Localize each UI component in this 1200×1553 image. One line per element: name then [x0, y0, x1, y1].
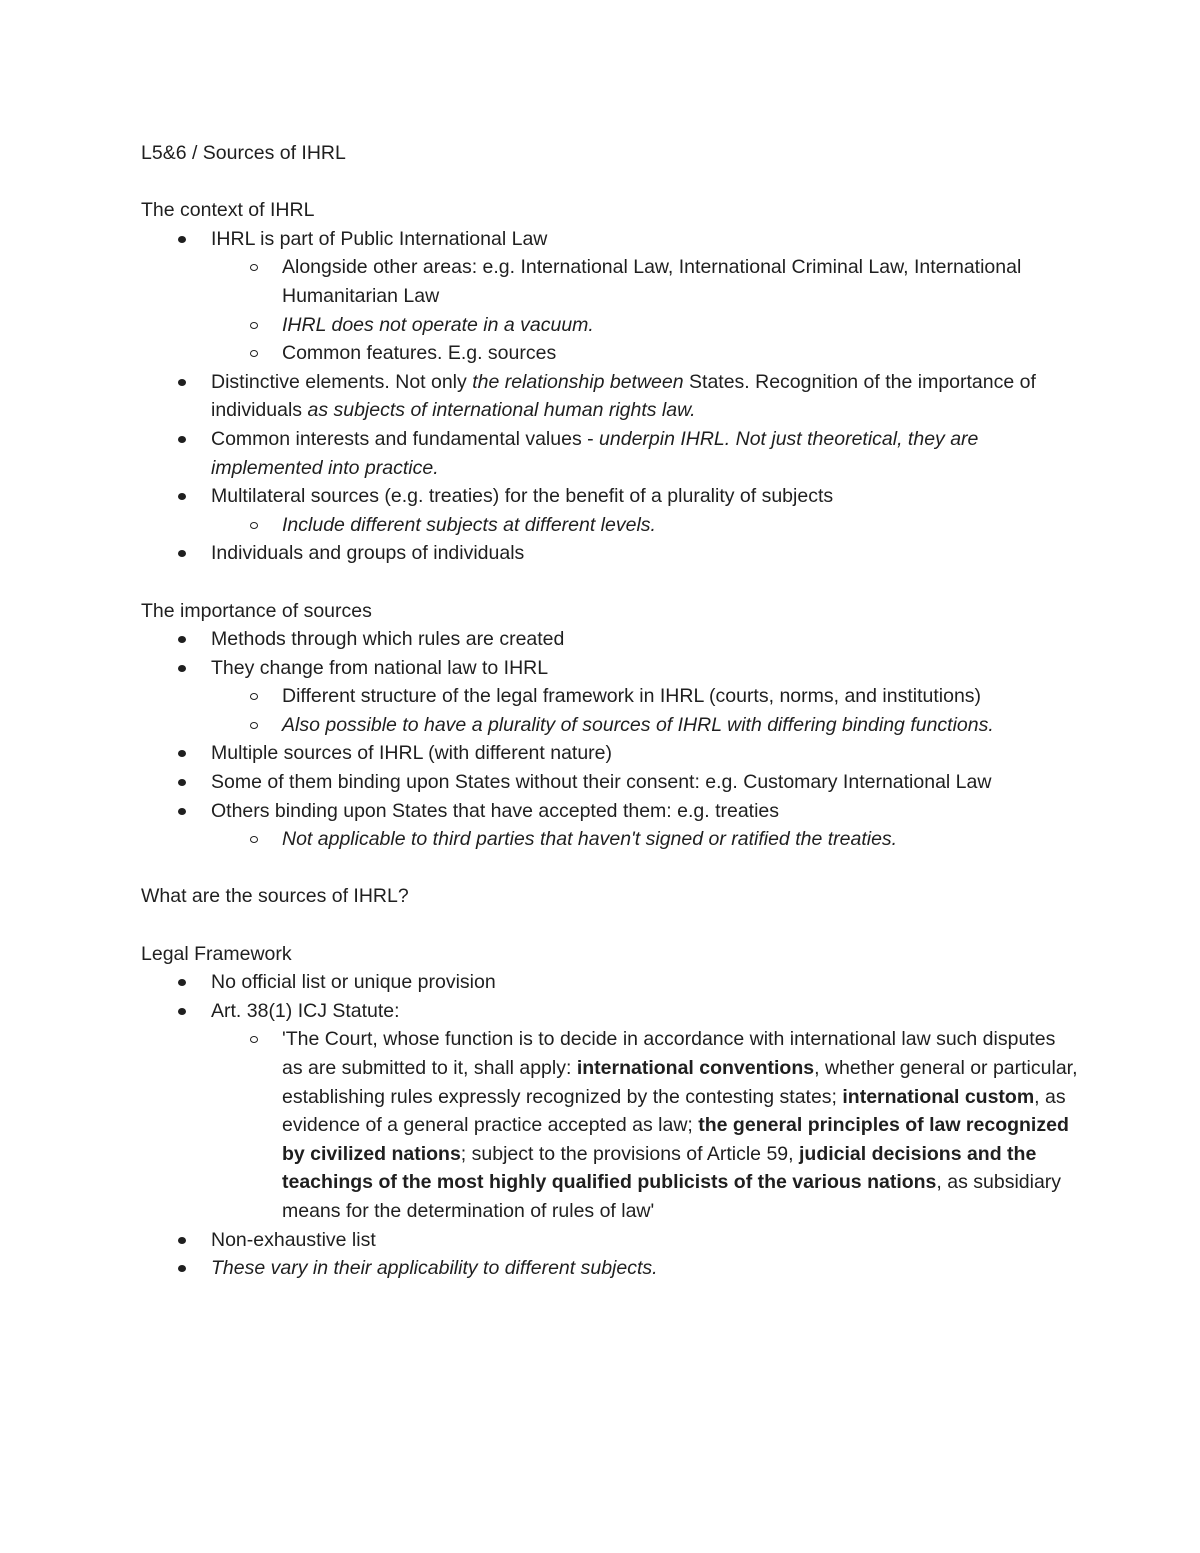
hollow-bullet-icon — [250, 264, 258, 271]
list-item — [141, 425, 1081, 482]
list-item-italic-text: the relationship between — [472, 370, 690, 393]
filled-bullet-icon — [178, 636, 186, 643]
list-item-text: These vary in their applicability to different subjects. — [211, 1257, 658, 1280]
list-item — [141, 1226, 1081, 1255]
quote-bold-text: the general principles of law recognized by civilized nations — [282, 1114, 1069, 1165]
spacer — [141, 568, 1081, 597]
quote-text: , as subsidiary means for the determination of rules of law' — [282, 1171, 1062, 1222]
hollow-bullet-icon — [250, 836, 258, 843]
nested-list — [141, 825, 1081, 854]
list-item-text: Also possible to have a plurality of sources of IHRL with differing binding functions. — [282, 713, 994, 736]
list-item-text: No official list or unique provision — [211, 971, 496, 994]
list-item-text: Common features. E.g. sources — [282, 342, 557, 365]
list-item — [141, 1254, 1081, 1283]
hollow-bullet-icon — [250, 693, 258, 700]
filled-bullet-icon — [178, 779, 186, 786]
nested-list — [141, 511, 1081, 540]
filled-bullet-icon — [178, 665, 186, 672]
list-item-text: Methods through which rules are created — [211, 628, 565, 651]
filled-bullet-icon — [178, 550, 186, 557]
filled-bullet-icon — [178, 1265, 186, 1272]
quote-bold-text: international conventions — [576, 1057, 815, 1079]
page-title: L5&6 / Sources of IHRL — [141, 142, 346, 164]
list-item-italic-text: underpin IHRL. Not just theoretical, they are implemented into practice. — [211, 427, 979, 479]
hollow-bullet-icon — [250, 722, 258, 729]
section-heading-legal-framework: Legal Framework — [141, 942, 292, 965]
filled-bullet-icon — [178, 979, 186, 986]
hollow-bullet-icon — [250, 350, 258, 357]
nested-list-wrapper — [141, 682, 1081, 739]
list-item — [141, 711, 1081, 740]
nested-list-wrapper — [141, 825, 1081, 854]
filled-bullet-icon — [178, 1008, 186, 1015]
list-item-italic-text: as subjects of international human rights law. — [307, 399, 696, 422]
document-page — [141, 139, 1081, 1283]
nested-list-wrapper — [141, 253, 1081, 367]
list-item — [141, 825, 1081, 854]
quote-text: , whether general or particular, establishing rules expressly recognized by the contesting states; — [282, 1057, 1078, 1108]
list-item — [141, 511, 1081, 540]
importance-list — [141, 625, 1081, 854]
list-item — [141, 225, 1081, 254]
filled-bullet-icon — [178, 236, 186, 243]
list-item-text: Different structure of the legal framework in IHRL (courts, norms, and institutions) — [282, 685, 982, 708]
filled-bullet-icon — [178, 436, 186, 443]
list-item-text: Some of them binding upon States without their consent: e.g. Customary International Law — [211, 771, 992, 794]
list-item-text: Include different subjects at different levels. — [282, 513, 656, 536]
list-item-text: Common interests and fundamental values - — [211, 427, 600, 450]
list-item — [141, 797, 1081, 826]
quote-text: 'The Court, whose function is to decide in accordance with international law such disputes as are submitted to it, shall apply: — [282, 1028, 1056, 1079]
section-heading-importance: The importance of sources — [141, 599, 372, 622]
list-item-text: Distinctive elements. Not only — [211, 370, 473, 393]
list-item-text: Non-exhaustive list — [211, 1228, 376, 1251]
spacer — [141, 168, 1081, 197]
filled-bullet-icon — [178, 1237, 186, 1244]
quote-bold-text: international custom — [842, 1085, 1035, 1108]
list-item-text: Art. 38(1) ICJ Statute: — [211, 999, 400, 1022]
list-item — [141, 339, 1081, 368]
list-item — [141, 968, 1081, 997]
nested-list-wrapper — [141, 511, 1081, 540]
filled-bullet-icon — [178, 493, 186, 500]
icj-quote — [141, 1025, 1081, 1225]
list-item — [141, 311, 1081, 340]
list-item-text: Multiple sources of IHRL (with different nature) — [211, 742, 613, 765]
quote-text: ; subject to the provisions of Article 59, — [460, 1142, 799, 1165]
quote-bold-text: judicial decisions and the teachings of the most highly qualified publicists of the various nations — [282, 1142, 1037, 1194]
spacer — [141, 854, 1081, 883]
hollow-bullet-icon — [250, 1036, 258, 1043]
list-item-text: Alongside other areas: e.g. International Law, International Criminal Law, International Humanitarian Law — [282, 256, 1022, 307]
list-item — [141, 539, 1081, 568]
filled-bullet-icon — [178, 750, 186, 757]
nested-list — [141, 1025, 1081, 1225]
hollow-bullet-icon — [250, 522, 258, 529]
list-item — [141, 368, 1081, 425]
filled-bullet-icon — [178, 808, 186, 815]
list-item-text: Others binding upon States that have accepted them: e.g. treaties — [211, 799, 780, 822]
list-item — [141, 682, 1081, 711]
list-item-text: Not applicable to third parties that haven't signed or ratified the treaties. — [282, 828, 898, 851]
nested-list-wrapper — [141, 1025, 1081, 1225]
list-item — [141, 997, 1081, 1026]
section-heading-context: The context of IHRL — [141, 199, 315, 222]
list-item-text: IHRL is part of Public International Law — [211, 227, 548, 250]
list-item — [141, 768, 1081, 797]
section-heading-what-are-sources: What are the sources of IHRL? — [141, 885, 409, 908]
legal-framework-list — [141, 968, 1081, 1283]
context-list — [141, 225, 1081, 568]
list-item-text: They change from national law to IHRL — [211, 656, 549, 679]
list-item — [141, 482, 1081, 511]
nested-list — [141, 682, 1081, 739]
list-item-text: Individuals and groups of individuals — [211, 542, 525, 565]
list-item — [141, 253, 1081, 310]
spacer — [141, 911, 1081, 940]
quote-text: , as evidence of a general practice accepted as law; — [282, 1085, 1066, 1137]
hollow-bullet-icon — [250, 322, 258, 329]
list-item-text: IHRL does not operate in a vacuum. — [282, 313, 594, 336]
list-item — [141, 654, 1081, 683]
list-item — [141, 739, 1081, 768]
list-item — [141, 625, 1081, 654]
nested-list — [141, 253, 1081, 367]
list-item-text: Multilateral sources (e.g. treaties) for the benefit of a plurality of subjects — [211, 485, 834, 508]
filled-bullet-icon — [178, 379, 186, 386]
list-item-text: States. Recognition of the importance of individuals — [211, 370, 1036, 422]
